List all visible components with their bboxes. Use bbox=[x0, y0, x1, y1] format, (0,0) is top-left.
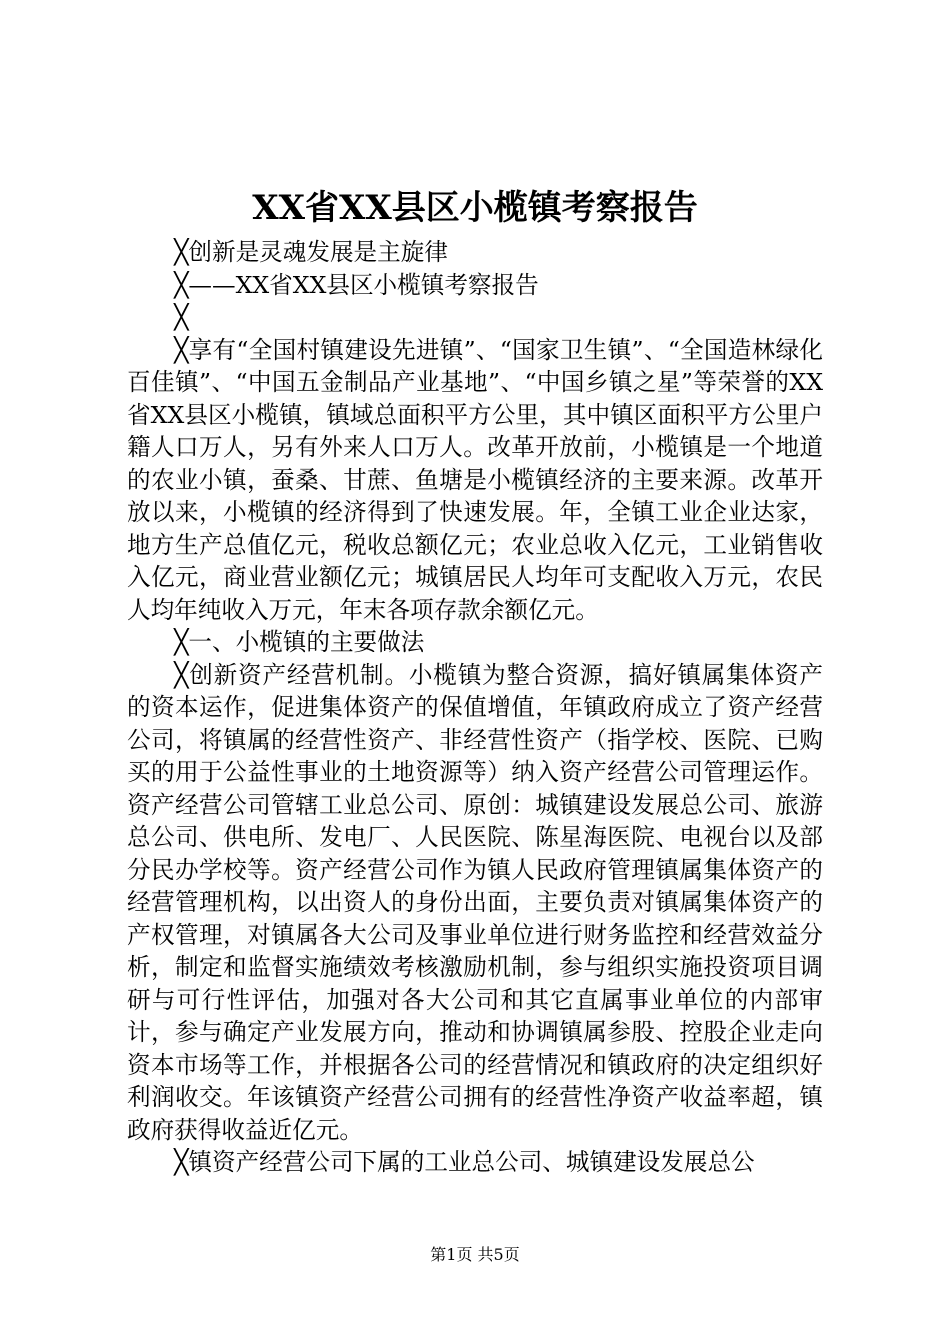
paragraph-empty: ╳ bbox=[174, 303, 189, 331]
paragraph-continuation: ╳镇资产经营公司下属的工业总公司、城镇建设发展总公 bbox=[174, 1148, 755, 1176]
paragraph-subtitle: ╳创新是灵魂发展是主旋律 bbox=[174, 238, 448, 266]
section-heading: ╳一、小榄镇的主要做法 bbox=[174, 628, 425, 656]
paragraph-subtitle-2: ╳——XX省XX县区小榄镇考察报告 bbox=[174, 270, 539, 299]
document-title: XX省XX县区小榄镇考察报告 bbox=[252, 188, 698, 228]
page-footer: 第1页 共5页 bbox=[430, 1245, 520, 1264]
paragraph-intro: ╳享有“全国村镇建设先进镇”、“国家卫生镇”、“全国造林绿化百佳镇”、“中国五金制品产业基地”、“中国乡镇之星”等荣誉的XX省XX县区小榄镇，镇域总面积平方公里，其中镇区面积平方公里户籍人口万人，另有外来人口万人。改革开放前，小榄镇是一个地道的农业小镇，蚕桑、甘蔗、鱼塘是小榄镇经济的主要来源。改革开放以来，小榄镇的经济得到了快速发展。年，全镇工业企业达家，地方生产总值亿元，税收总额亿元；农业总收入亿元，工业销售收入亿元，商业营业额亿元；城镇居民人均年可支配收入万元，农民人均年纯收入万元，年末各项存款余额亿元。 bbox=[127, 335, 823, 624]
paragraph-asset-mechanism: ╳创新资产经营机制。小榄镇为整合资源，搞好镇属集体资产的资本运作，促进集体资产的保值增值，年镇政府成立了资产经营公司，将镇属的经营性资产、非经营性资产（指学校、医院、已购买的用于公益性事业的土地资源等）纳入资产经营公司管理运作。资产经营公司管辖工业总公司、原创：城镇建设发展总公司、旅游总公司、供电所、发电厂、人民医院、陈星海医院、电视台以及部分民办学校等。资产经营公司作为镇人民政府管理镇属集体资产的经营管理机构，以出资人的身份出面，主要负责对镇属集体资产的产权管理，对镇属各大公司及事业单位进行财务监控和经营效益分析，制定和监督实施绩效考核激励机制，参与组织实施投资项目调研与可行性评估，加强对各大公司和其它直属事业单位的内部审计，参与确定产业发展方向，推动和协调镇属参股、控股企业走向资本市场等工作，并根据各公司的经营情况和镇政府的决定组织好利润收交。年该镇资产经营公司拥有的经营性净资产收益率超，镇政府获得收益近亿元。 bbox=[127, 660, 823, 1144]
document-body bbox=[127, 236, 823, 1179]
